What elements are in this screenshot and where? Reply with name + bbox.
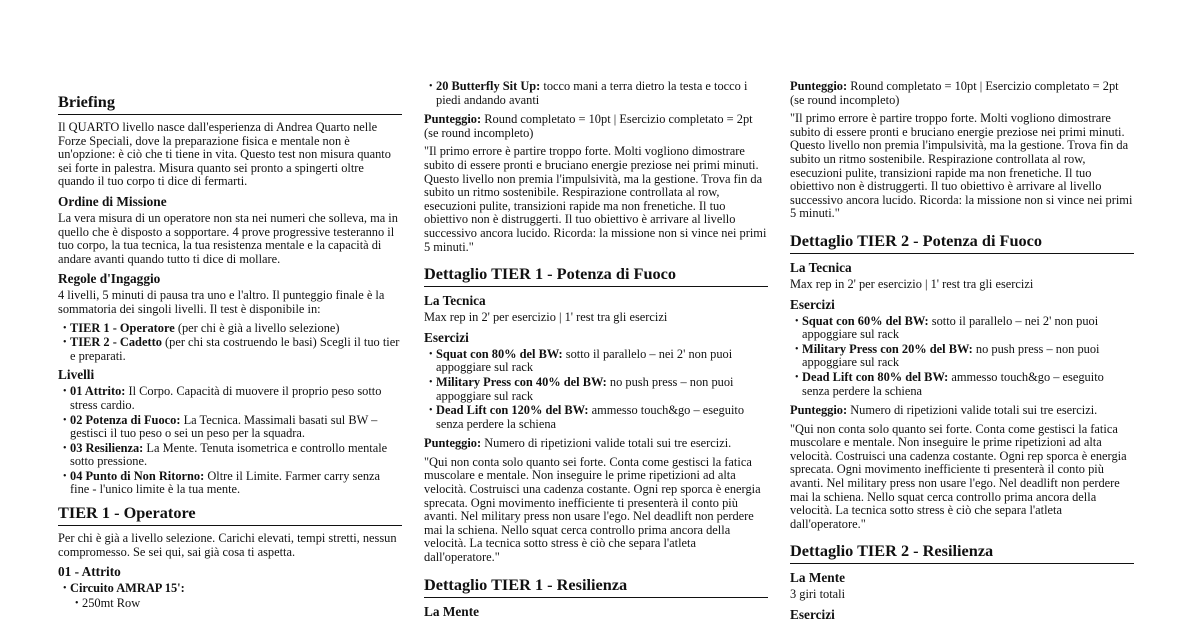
list-item	[436, 376, 768, 403]
item-label: 20 Butterfly Sit Up:	[436, 79, 541, 93]
item-text: La Tecnica. Massimali basati sul BW – gestisci il tuo peso o sei un peso per la squadra.	[70, 412, 378, 441]
attrito-heading: 01 - Attrito	[58, 564, 121, 580]
list-item	[802, 315, 1134, 342]
list-item	[70, 336, 402, 363]
tecnica-text: Max rep in 2' per esercizio | 1' rest tra gli esercizi	[790, 276, 1034, 291]
list-item	[70, 582, 402, 610]
tecnica-heading: La Tecnica	[424, 293, 486, 309]
column-3	[790, 80, 1134, 625]
esercizi-heading: Esercizi	[790, 607, 835, 623]
livelli-list	[58, 385, 402, 497]
item-label: 01 Attrito:	[70, 384, 126, 399]
quote-text: "Il primo errore è partire troppo forte. Molti vogliono dimostrare subito di essere pronti e bruciano energie preziose nei primi minuti. Questo livello non premia l'impulsività, ma la gestione. Trova fin da subito un ritmo sostenibile. Respirazione controllata al row, esecuzioni pulite, transizioni rapide ma non frenetiche. Il tuo obiettivo non è distruggerti. Il tuo obiettivo è arrivare al livello successivo ancora lucido. Ricorda: la missione non si vince nei primi 5 minuti."	[790, 111, 1133, 221]
item-label: Circuito AMRAP 15':	[70, 581, 185, 596]
list-item	[436, 404, 768, 431]
list-item	[70, 322, 402, 336]
punteggio-label: Punteggio:	[424, 436, 482, 451]
briefing-text: Il QUARTO livello nasce dall'esperienza di Andrea Quarto nelle Forze Speciali, dove la preparazione fisica e mentale non è un'opzione: è ciò che ti tiene in vita. Questo test non misura quanto sei forte in palestra. Misura quanto sei pronto a spingerti oltre quando il tuo corpo ti dice di fermarti.	[58, 120, 391, 189]
item-text: ammesso touch&go – eseguito senza perdere la schiena	[436, 403, 745, 431]
item-label: Dead Lift con 80% del BW:	[802, 369, 949, 384]
livelli-heading: Livelli	[58, 367, 95, 383]
punteggio-value: Round completato = 10pt | Esercizio completato = 2pt (se round incompleto)	[790, 79, 1119, 107]
list-item	[70, 385, 402, 412]
item-label: 04 Punto di Non Ritorno:	[70, 468, 205, 483]
item-text: no push press – non puoi appoggiare sul rack	[436, 374, 734, 403]
item-label: TIER 1 - Operatore	[70, 320, 175, 335]
punteggio-label: Punteggio:	[424, 112, 482, 127]
punteggio-label: Punteggio:	[790, 403, 848, 418]
punteggio-text	[424, 437, 768, 451]
esercizi-list	[790, 315, 1134, 399]
tier-list	[58, 322, 402, 364]
list-item	[70, 470, 402, 497]
punteggio-text	[424, 113, 768, 140]
punteggio-text	[790, 80, 1134, 107]
punteggio-value: Numero di ripetizioni valide totali sui tre esercizi.	[481, 436, 732, 451]
list-item	[70, 442, 402, 469]
butterfly-list	[424, 80, 768, 107]
resilienza-heading: Dettaglio TIER 2 - Resilienza	[790, 541, 1134, 564]
punteggio-text	[790, 404, 1134, 418]
circuito-list	[58, 582, 402, 610]
item-label: TIER 2 - Cadetto	[70, 335, 162, 350]
item-label: 03 Resilienza:	[70, 440, 144, 455]
list-item	[802, 371, 1134, 398]
dettaglio-heading: Dettaglio TIER 2 - Potenza di Fuoco	[790, 231, 1134, 254]
quote-text: "Qui non conta solo quanto sei forte. Conta come gestisci la fatica muscolare e mentale. Non inseguire le prime ripetizioni ad alta velocità. Costruisci una cadenza costante. Ogni rep sporca è energia sprecata. Ogni movimento inefficiente ti presenterà il conto più avanti. Nel military press non usare l'ego. Nel deadlift non perdere mai la schiena. Nello squat cerca controllo prima ancora della velocità. La tecnica sotto stress è ciò che separa l'atleta dall'operatore."	[424, 454, 761, 565]
circuito-sublist	[70, 597, 402, 611]
item-text: Il Corpo. Capacità di muovere il proprio peso sotto stress cardio.	[70, 384, 382, 412]
resilienza-heading: Dettaglio TIER 1 - Resilienza	[424, 575, 768, 598]
item-text: tocco mani a terra dietro la testa e tocco i piedi andando avanti	[436, 79, 748, 107]
item-text: no push press – non puoi appoggiare sul rack	[802, 341, 1100, 370]
list-item	[436, 348, 768, 375]
list-item: • 250mt Row	[82, 597, 402, 611]
mente-heading: La Mente	[790, 570, 846, 586]
item-text: Oltre il Limite. Farmer carry senza fine - l'unico limite è la tua mente.	[70, 468, 381, 497]
item-label: Squat con 80% del BW:	[436, 346, 563, 361]
item-text: (per chi sta costruendo le basi) Scegli il tuo tier e preparati.	[70, 335, 400, 363]
column-1	[58, 92, 402, 614]
mente-heading: La Mente	[424, 603, 480, 619]
item-label: Military Press con 20% del BW:	[802, 341, 973, 356]
item-label: Squat con 60% del BW:	[802, 313, 929, 328]
list-item	[436, 80, 768, 107]
item-text: La Mente. Tenuta isometrica e controllo mentale sotto pressione.	[70, 440, 388, 469]
punteggio-value: Numero di ripetizioni valide totali sui tre esercizi.	[847, 403, 1098, 418]
regole-text: 4 livelli, 5 minuti di pausa tra uno e l'altro. Il punteggio finale è la sommatoria dei singoli livelli. Il test è disponibile in:	[58, 288, 385, 316]
ordine-heading: Ordine di Missione	[58, 193, 167, 209]
punteggio-label: Punteggio:	[790, 79, 848, 93]
item-label: Dead Lift con 120% del BW:	[436, 403, 589, 418]
ordine-text: La vera misura di un operatore non sta nei numeri che solleva, ma in quello che è disposto a sopportare. 4 prove progressive testeranno il tuo corpo, la tua tecnica, la tua resistenza mentale e la capacità di andare avanti quando tutto ti dice di mollare.	[58, 210, 398, 266]
esercizi-list	[424, 348, 768, 432]
item-text: sotto il parallelo – nei 2' non puoi appoggiare sul rack	[802, 313, 1099, 342]
quote-text: "Qui non conta solo quanto sei forte. Conta come gestisci la fatica muscolare e mentale. Non inseguire le prime ripetizioni ad alta velocità. Costruisci una cadenza costante. Ogni rep sporca è energia sprecata. Ogni movimento inefficiente ti presenterà il conto più avanti. Nel military press non usare l'ego. Nel deadlift non perdere mai la schiena. Nello squat cerca controllo prima ancora della velocità. La tecnica sotto stress è ciò che separa l'atleta dall'operatore."	[790, 421, 1127, 531]
item-label: 02 Potenza di Fuoco:	[70, 412, 181, 427]
item-text: ammesso touch&go – eseguito senza perdere la schiena	[802, 369, 1104, 398]
item-label: Military Press con 40% del BW:	[436, 374, 607, 389]
dettaglio-heading: Dettaglio TIER 1 - Potenza di Fuoco	[424, 264, 768, 287]
item-text: sotto il parallelo – nei 2' non puoi appoggiare sul rack	[436, 346, 733, 375]
column-2	[424, 80, 768, 622]
tecnica-heading: La Tecnica	[790, 259, 852, 275]
regole-heading: Regole d'Ingaggio	[58, 271, 161, 287]
tier1-heading: TIER 1 - Operatore	[58, 503, 402, 526]
tier1-text: Per chi è già a livello selezione. Carichi elevati, tempi stretti, nessun compromesso. Se sei qui, sai già cosa ti aspetta.	[58, 531, 397, 559]
quote-text: "Il primo errore è partire troppo forte. Molti vogliono dimostrare subito di essere pronti e bruciano energie preziose nei primi minuti. Questo livello non premia l'impulsività, ma la gestione. Trova fin da subito un ritmo sostenibile. Respirazione controllata al row, esecuzioni pulite, transizioni rapide ma non frenetiche. Il tuo obiettivo non è distruggerti. Il tuo obiettivo è arrivare al livello successivo ancora lucido. Ricorda: la missione non si vince nei primi 5 minuti."	[424, 144, 767, 254]
punteggio-value: Round completato = 10pt | Esercizio completato = 2pt (se round incompleto)	[424, 112, 753, 140]
tecnica-text: Max rep in 2' per esercizio | 1' rest tra gli esercizi	[424, 310, 668, 325]
list-item	[802, 343, 1134, 370]
esercizi-heading: Esercizi	[790, 296, 835, 312]
item-text: (per chi è già a livello selezione)	[174, 320, 340, 335]
esercizi-heading: Esercizi	[424, 329, 469, 345]
mente-text: 3 giri totali	[790, 587, 846, 602]
briefing-heading: Briefing	[58, 92, 402, 115]
list-item	[70, 414, 402, 441]
